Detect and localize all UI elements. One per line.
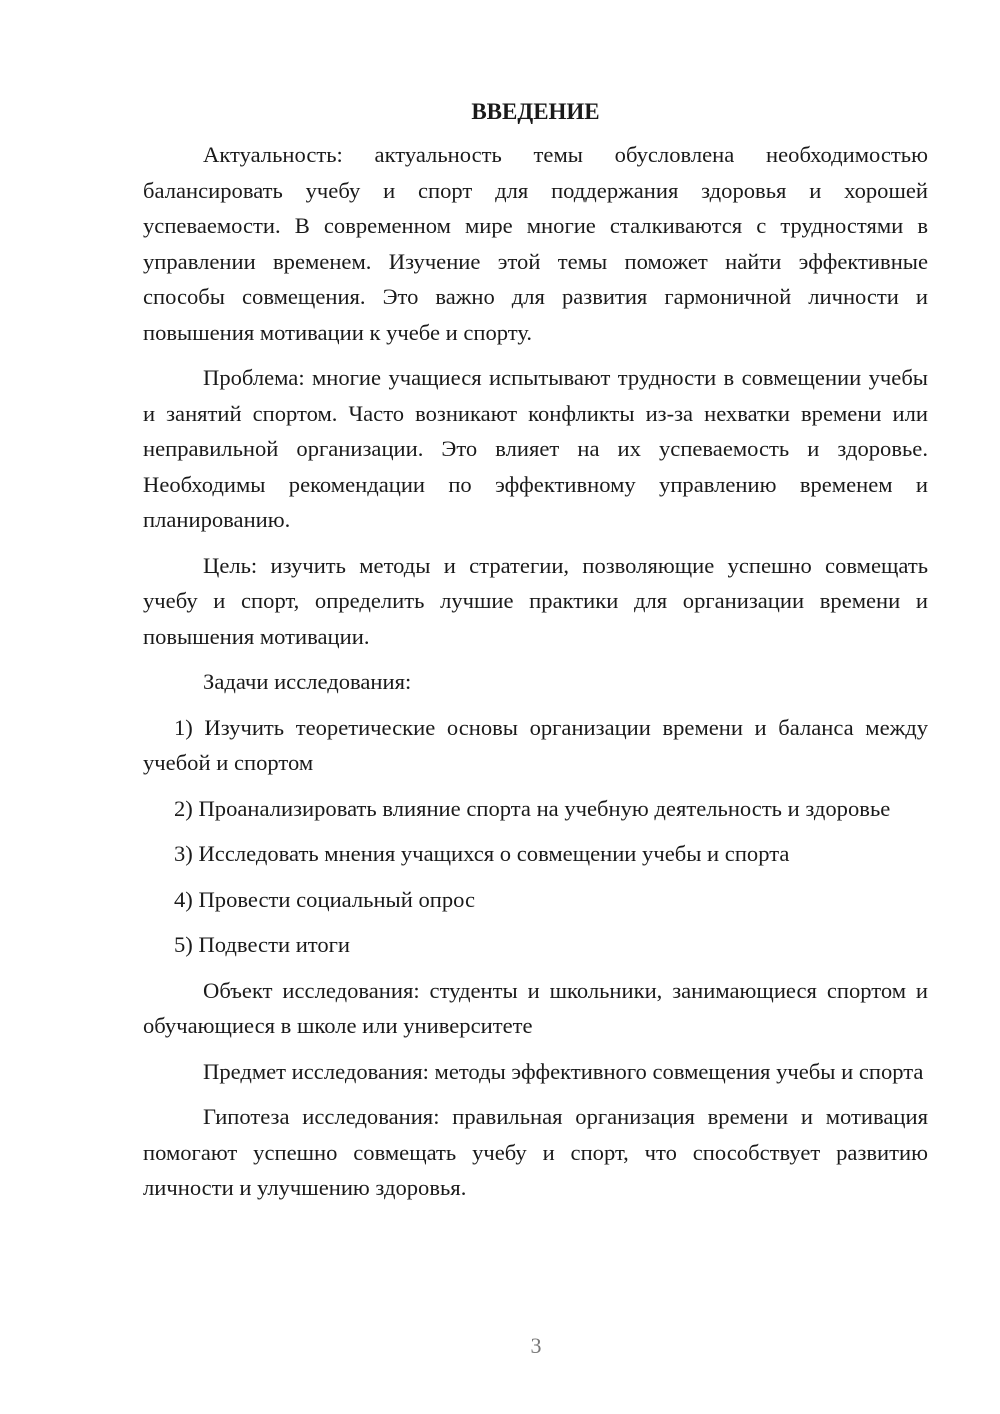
relevance-paragraph: Актуальность: актуальность темы обусловлена необходимостью балансировать учебу и спорт для поддержания здоровья и хорошей успеваемости. В современном мире многие сталкиваются с трудностями в управлении временем. Изучение этой темы поможет найти эффективные способы совмещения. Это важно для развития гармоничной личности и повышения мотивации к учебе и спорту.	[143, 142, 928, 345]
goal-paragraph: Цель: изучить методы и стратегии, позволяющие успешно совмещать учебу и спорт, определить лучшие практики для организации времени и повышения мотивации.	[143, 552, 928, 649]
task-item: 2) Проанализировать влияние спорта на учебную деятельность и здоровье	[174, 795, 891, 821]
task-item: 5) Подвести итоги	[174, 932, 351, 957]
tasks-heading: Задачи исследования:	[203, 669, 412, 694]
subject-paragraph: Предмет исследования: методы эффективного совмещения учебы и спорта	[203, 1058, 924, 1084]
task-item: 1) Изучить теоретические основы организации времени и баланса между учебой и спортом	[143, 714, 928, 775]
task-item: 3) Исследовать мнения учащихся о совмещении учебы и спорта	[174, 841, 790, 866]
page-title: ВВЕДЕНИЕ	[471, 99, 600, 124]
page-content	[143, 94, 928, 1216]
object-paragraph: Объект исследования: студенты и школьники, занимающиеся спортом и обучающиеся в школе или университете	[143, 977, 928, 1038]
task-item: 4) Провести социальный опрос	[174, 886, 476, 912]
page-number: 3	[530, 1333, 542, 1358]
hypothesis-paragraph: Гипотеза исследования: правильная организация времени и мотивация помогают успешно совмещать учебу и спорт, что способствует развитию личности и улучшению здоровья.	[143, 1104, 928, 1200]
problem-paragraph: Проблема: многие учащиеся испытывают трудности в совмещении учебы и занятий спортом. Часто возникают конфликты из-за нехватки времени или неправильной организации. Это влияет на их успеваемость и здоровье. Необходимы рекомендации по эффективному управлению временем и планированию.	[143, 365, 928, 532]
